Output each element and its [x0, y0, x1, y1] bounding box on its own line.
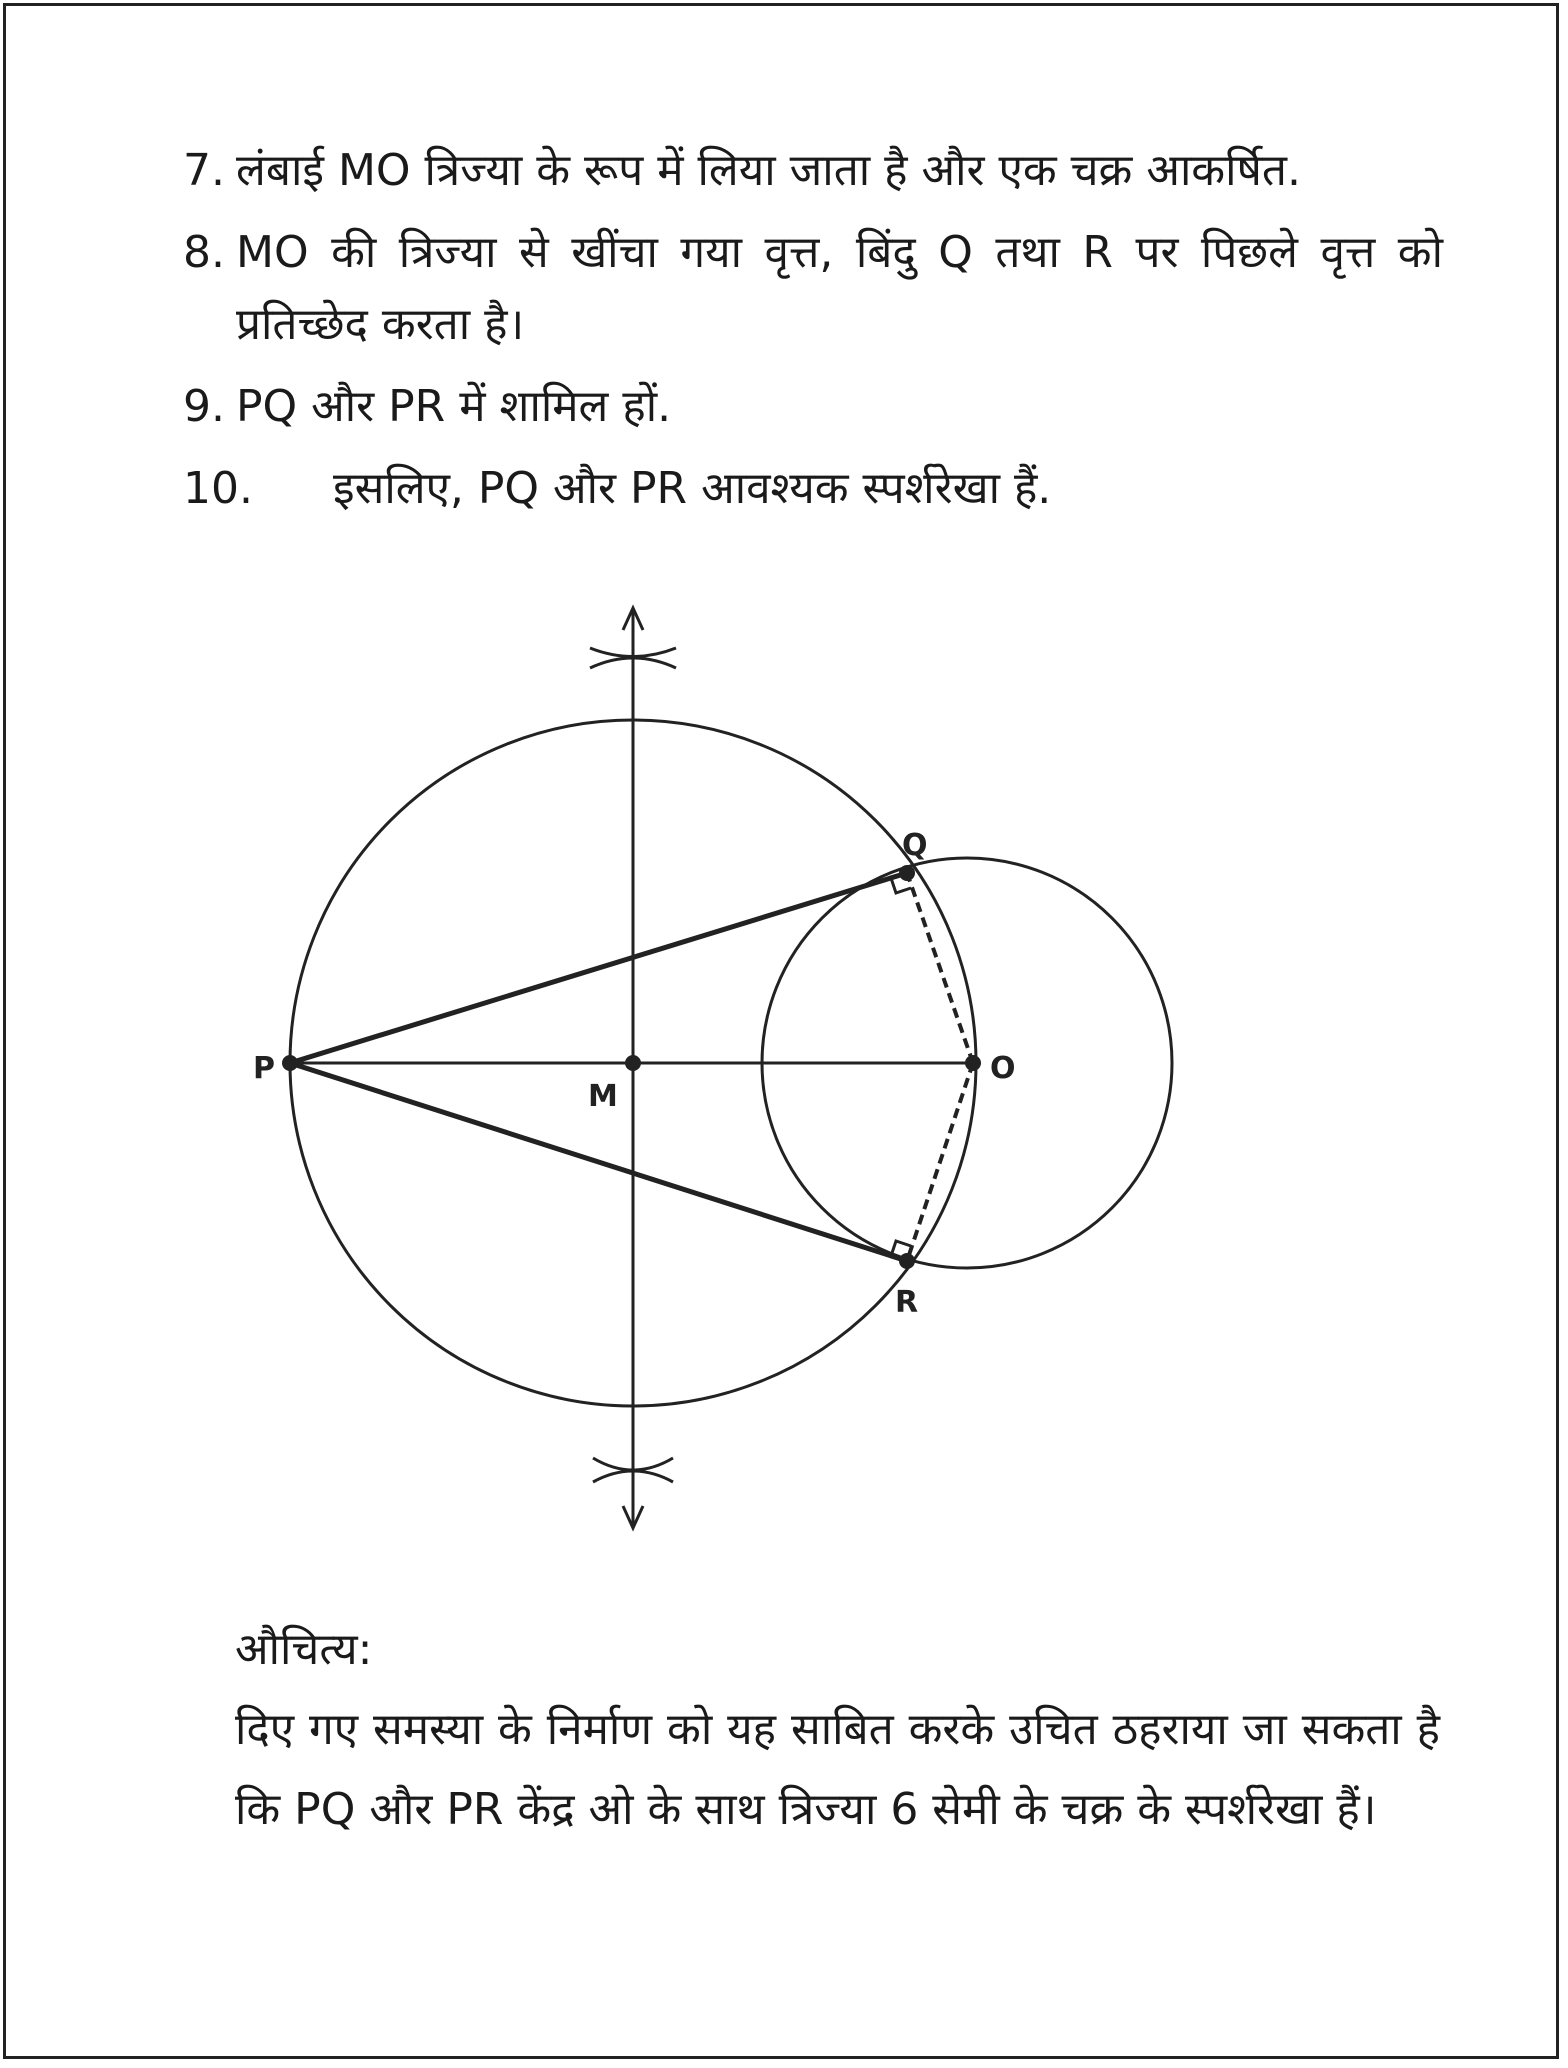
step-number: 8.: [183, 227, 225, 278]
step-number: 9.: [183, 381, 225, 432]
label-r: R: [895, 1285, 919, 1320]
step-text: MO की त्रिज्या से खींचा गया वृत्त, बिंदु Q तथा R पर पिछले वृत्त को प्रतिच्छेद करता है।: [236, 227, 1443, 350]
step-text: PQ और PR में शामिल हों.: [236, 381, 672, 432]
point-r: [899, 1253, 915, 1269]
step-text: लंबाई MO त्रिज्या के रूप में लिया जाता है और एक चक्र आकर्षित.: [236, 145, 1301, 196]
justification-heading: औचित्य:: [235, 1624, 373, 1675]
point-q: [899, 865, 915, 881]
label-p: P: [253, 1051, 275, 1086]
step-text: इसलिए, PQ और PR आवश्यक स्पर्शरेखा हैं.: [333, 463, 1052, 514]
step-number: 7.: [183, 145, 225, 196]
justification-body: दिए गए समस्या के निर्माण को यह साबित करके उचित ठहराया जा सकता है कि PQ और PR केंद्र ओ के साथ त्रिज्या 6 सेमी के चक्र के स्पर्शरेखा हैं।: [235, 1704, 1440, 1835]
point-o: [965, 1055, 981, 1071]
radius-or: [907, 1063, 973, 1261]
label-o: O: [990, 1051, 1016, 1086]
tangent-pq: [290, 873, 907, 1063]
point-m: [625, 1055, 641, 1071]
justification-section: [235, 1610, 1440, 1850]
label-m: M: [588, 1079, 618, 1114]
point-p: [282, 1055, 298, 1071]
label-q: Q: [902, 828, 928, 863]
step-number: 10.: [183, 463, 253, 514]
